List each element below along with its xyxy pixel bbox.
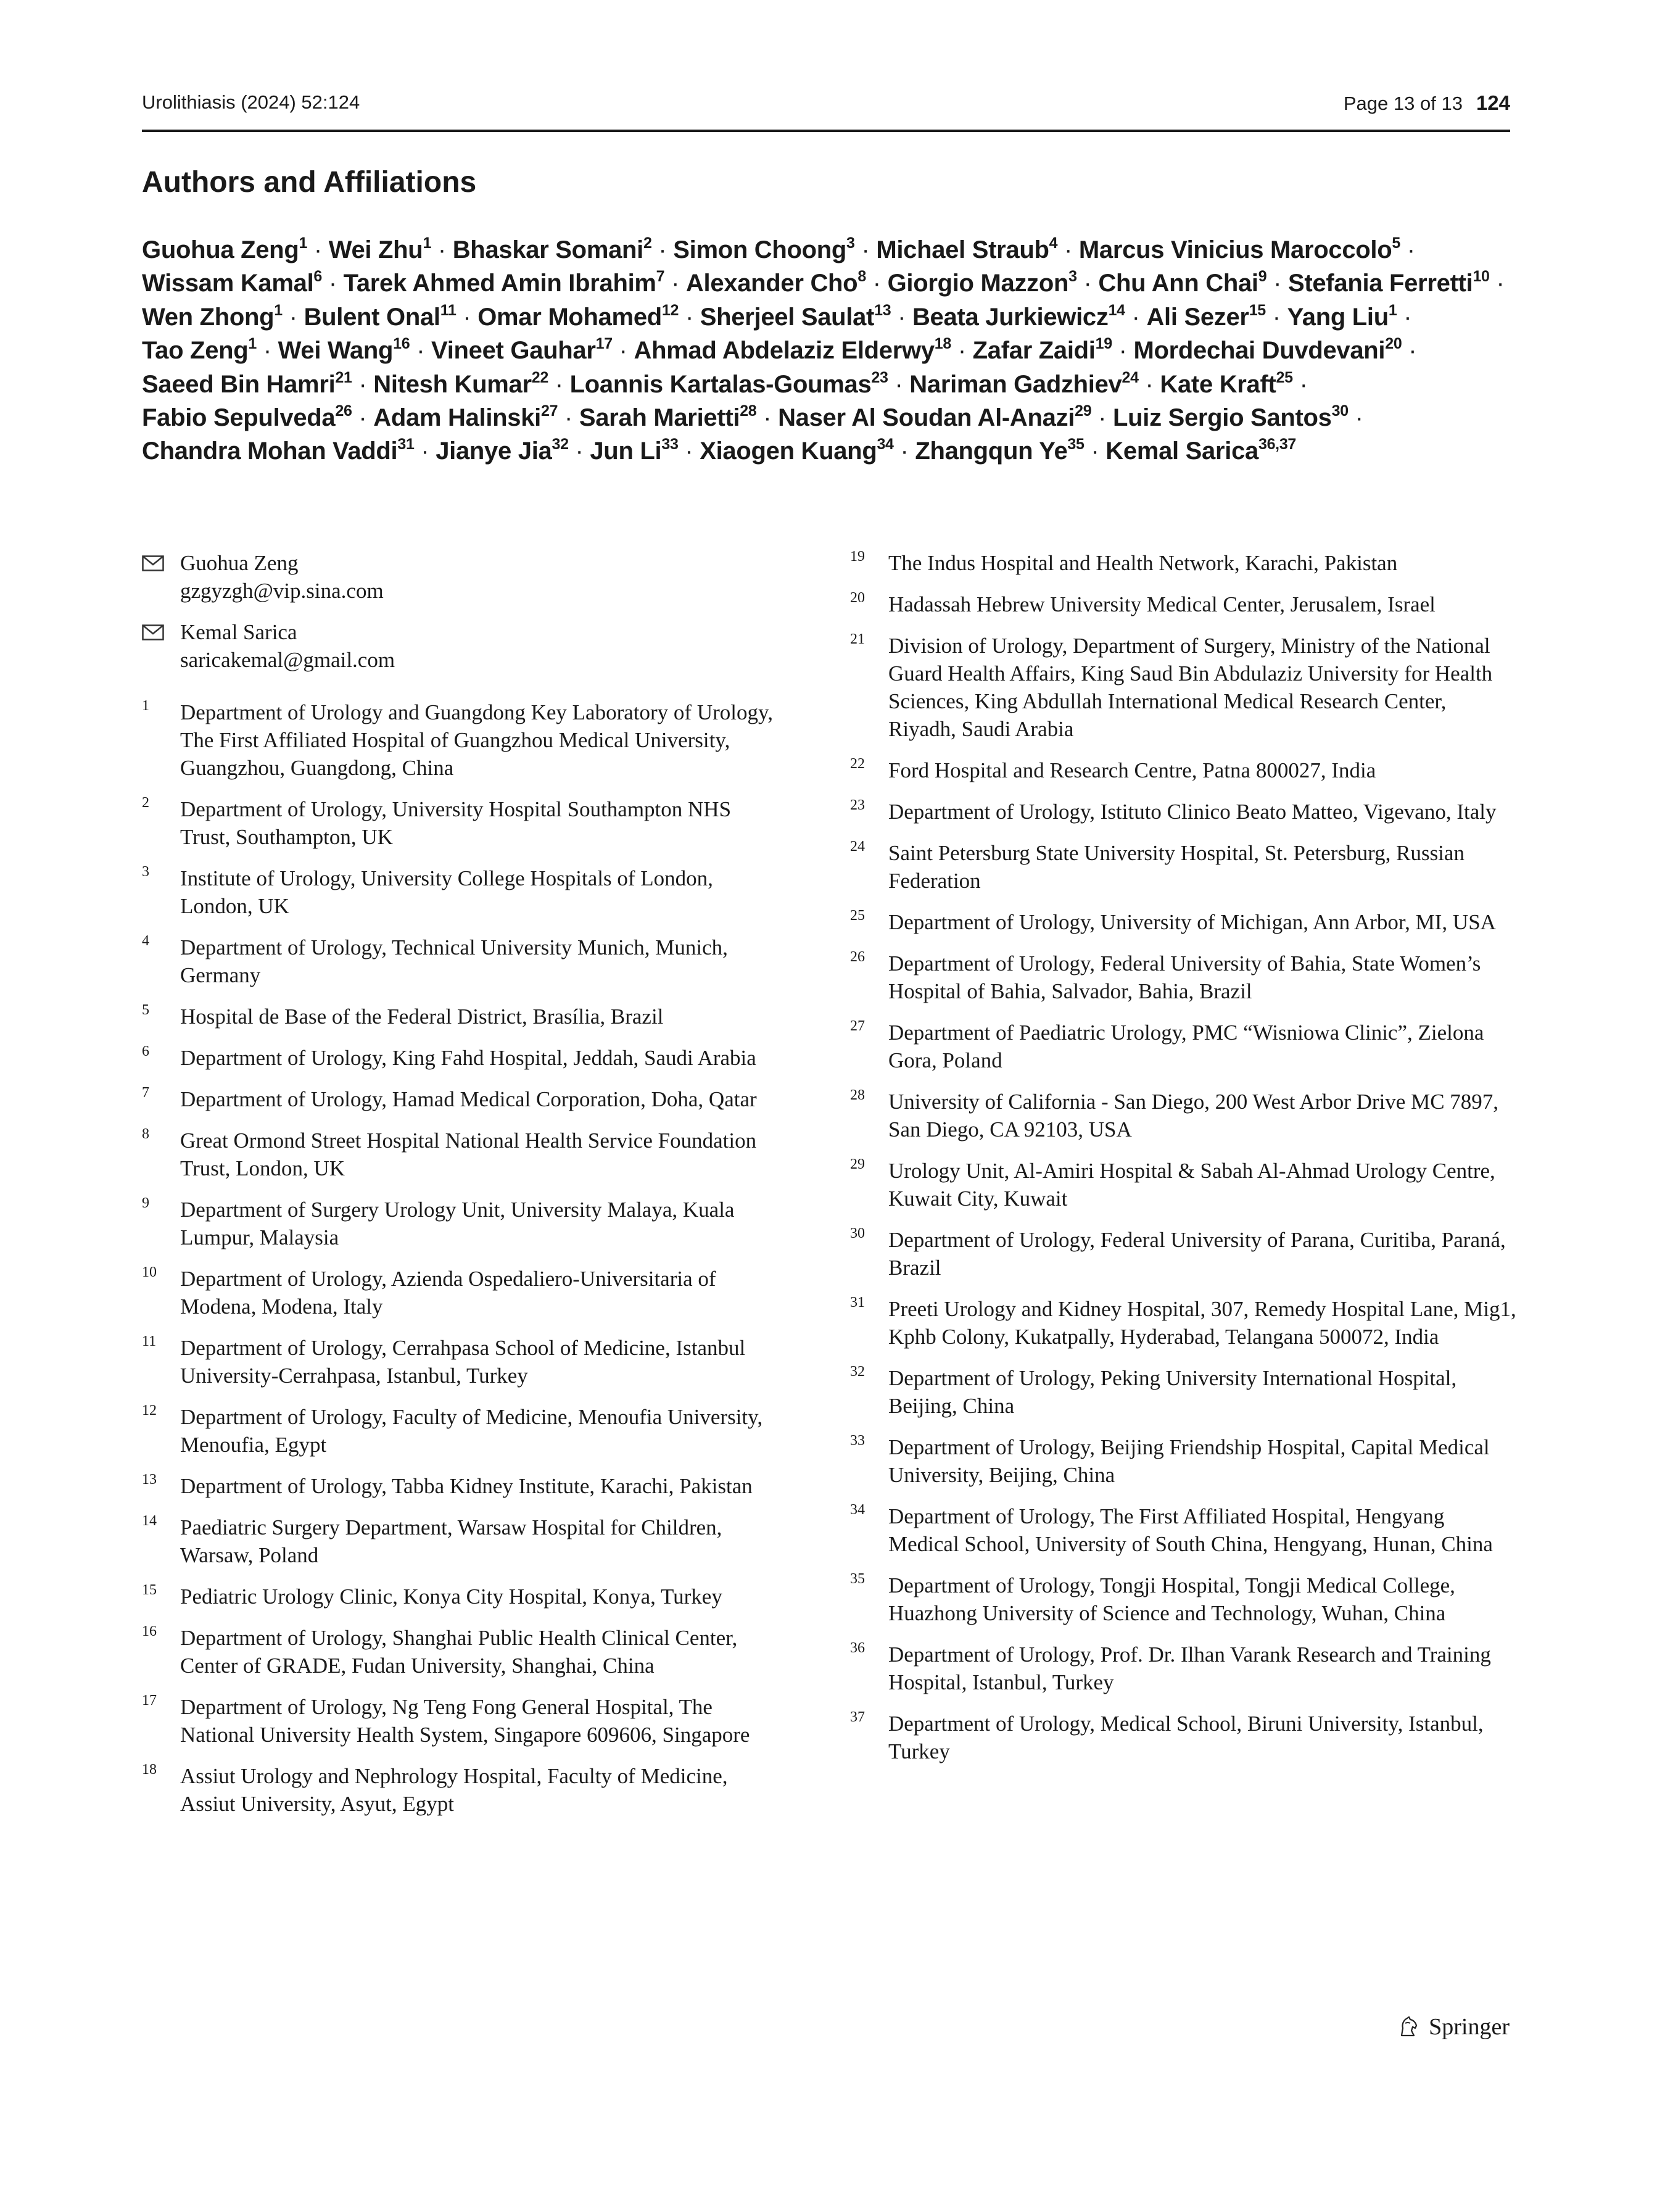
- affiliation-item: [850, 1226, 1516, 1282]
- author-name: Sherjeel Saulat$^{13}$: [700, 301, 891, 331]
- affiliation-number: 15: [142, 1582, 157, 1598]
- affiliation-text: Department of Urology, University Hospital Southampton NHS Trust, Southampton, UK: [180, 797, 732, 849]
- affiliation-text: Department of Urology, Federal University of Parana, Curitiba, Paraná, Brazil: [888, 1228, 1506, 1280]
- author-name: Ali Sezer$^{15}$: [1146, 301, 1266, 331]
- affiliation-text: Saint Petersburg State University Hospital, St. Petersburg, Russian Federation: [888, 841, 1465, 893]
- affiliation-item: [850, 1364, 1516, 1420]
- section-title: Authors and Affiliations: [142, 166, 477, 199]
- affiliation-item: [142, 864, 783, 920]
- affiliation-number: 19: [850, 549, 865, 565]
- author-affiliation-ref: 34: [877, 436, 894, 454]
- contact-name: Kemal Sarica: [180, 620, 297, 644]
- affiliation-number: 30: [850, 1225, 865, 1241]
- affiliation-text: Department of Urology, Medical School, Biruni University, Istanbul, Turkey: [888, 1712, 1484, 1763]
- page-info: [1344, 91, 1510, 115]
- affiliation-text: Department of Urology, Tabba Kidney Institute, Karachi, Pakistan: [180, 1474, 753, 1498]
- affiliation-item: [142, 1085, 783, 1113]
- affiliations-left-column: [142, 549, 783, 1831]
- affiliation-text: Department of Urology, Ng Teng Fong General Hospital, The National University Health System, Singapore 609606, Singapore: [180, 1695, 750, 1747]
- author-affiliation-ref: 23: [871, 368, 888, 386]
- affiliation-number: 17: [142, 1692, 157, 1709]
- author-affiliation-ref: 14: [1108, 301, 1125, 319]
- envelope-icon: [142, 555, 164, 571]
- affiliation-text: Department of Urology, Shanghai Public Health Clinical Center, Center of GRADE, Fudan University, Shanghai, China: [180, 1626, 738, 1678]
- affiliation-text: Department of Urology, Technical University Munich, Munich, Germany: [180, 935, 728, 987]
- contact-name: Guohua Zeng: [180, 551, 299, 575]
- author-affiliation-ref: 1: [248, 335, 257, 353]
- author-affiliation-ref: 1: [274, 301, 283, 319]
- author-name: Kemal Sarica$^{36,37}$: [1105, 436, 1297, 465]
- author-affiliation-ref: 30: [1331, 402, 1349, 420]
- author-affiliation-ref: 4: [1049, 234, 1058, 252]
- affiliation-text: Department of Urology, King Fahd Hospital, Jeddah, Saudi Arabia: [180, 1046, 756, 1070]
- author-affiliation-ref: 3: [846, 234, 855, 252]
- running-header: [142, 91, 1510, 132]
- affiliation-text: Department of Urology, Prof. Dr. Ilhan Varank Research and Training Hospital, Istanbul, Turkey: [888, 1642, 1491, 1694]
- affiliation-text: Pediatric Urology Clinic, Konya City Hospital, Konya, Turkey: [180, 1584, 722, 1609]
- publisher-logo: [1397, 2013, 1510, 2040]
- affiliation-item: [142, 1514, 783, 1569]
- affiliation-number: 7: [142, 1085, 149, 1101]
- affiliation-item: [850, 1019, 1516, 1074]
- author-affiliation-ref: 5: [1392, 234, 1400, 252]
- affiliation-number: 37: [850, 1709, 865, 1725]
- author-name: Beata Jurkiewicz$^{14}$: [912, 301, 1125, 331]
- author-affiliation-ref: 25: [1276, 368, 1293, 386]
- affiliation-text: Hospital de Base of the Federal District, Brasília, Brazil: [180, 1005, 664, 1029]
- affiliation-text: Assiut Urology and Nephrology Hospital, Faculty of Medicine, Assiut University, Asyut, Egypt: [180, 1764, 728, 1816]
- affiliation-number: 1: [142, 698, 149, 714]
- envelope-icon: [142, 624, 164, 640]
- affiliation-number: 23: [850, 797, 865, 813]
- affiliation-item: [850, 590, 1516, 618]
- author-affiliation-ref: 9: [1258, 268, 1267, 286]
- affiliation-item: [850, 1502, 1516, 1558]
- affiliation-text: University of California - San Diego, 200 West Arbor Drive MC 7897, San Diego, CA 92103, USA: [888, 1090, 1499, 1141]
- corresponding-author-contact: [142, 549, 783, 605]
- author-name: Chandra Mohan Vaddi$^{31}$: [142, 436, 415, 465]
- affiliation-item: [850, 839, 1516, 895]
- affiliation-item: [850, 1088, 1516, 1143]
- affiliation-text: Department of Urology, University of Michigan, Ann Arbor, MI, USA: [888, 910, 1496, 934]
- contact-email[interactable]: gzgyzgh@vip.sina.com: [180, 579, 384, 603]
- affiliation-list-left: [142, 698, 783, 1818]
- affiliation-text: Department of Urology and Guangdong Key Laboratory of Urology, The First Affiliated Hospital of Guangzhou Medical University, Guangzhou, Guangdong, China: [180, 700, 773, 780]
- affiliation-number: 36: [850, 1640, 865, 1656]
- author-affiliation-ref: 18: [934, 335, 951, 353]
- author-affiliation-ref: 8: [857, 268, 866, 286]
- affiliation-number: 27: [850, 1018, 865, 1034]
- affiliation-number: 4: [142, 933, 149, 949]
- affiliation-number: 35: [850, 1571, 865, 1587]
- affiliation-item: [142, 1583, 783, 1610]
- affiliation-text: Urology Unit, Al-Amiri Hospital & Sabah Al-Ahmad Urology Centre, Kuwait City, Kuwait: [888, 1159, 1495, 1211]
- author-name: Wei Zhu$^1$: [328, 234, 432, 263]
- author-name: Mordechai Duvdevani$^{20}$: [1133, 335, 1402, 365]
- author-list: Guohua Zeng$^1$ · Wei Zhu$^1$ · Bhaskar Somani$^2$ · Simon Choong$^3$ · Michael Straub$^4$ · Marcus Vinicius Maroccolo$^5$ · Wissam Kamal$^6$ · Tarek Ahmed Amin Ibrahim$^7$ · Alexander Cho$^8$ · Giorgio Mazzon$^3$ · Chu Ann Chai$^9$ · Stefania Ferretti$^{10}$ · Wen Zhong$^1$ · Bulent Onal$^{11}$ · Omar Mohamed$^{12}$ · Sherjeel Saulat$^{13}$ · Beata Jurkiewicz$^{14}$ · Ali Sezer$^{15}$ · Yang Liu$^1$ · Tao Zeng$^1$ · Wei Wang$^{16}$ · Vineet Gauhar$^{17}$ · Ahmad Abdelaziz Elderwy$^{18}$ · Zafar Zaidi$^{19}$ · Mordechai Duvdevani$^{20}$ · Saeed Bin Hamri$^{21}$ · Nitesh Kumar$^{22}$ · Loannis Kartalas-Goumas$^{23}$ · Nariman Gadzhiev$^{24}$ · Kate Kraft$^{25}$ · Fabio Sepulveda$^{26}$ · Adam Halinski$^{27}$ · Sarah Marietti$^{28}$ · Naser Al Soudan Al-Anazi$^{29}$ · Luiz Sergio Santos$^{30}$ · Chandra Mohan Vaddi$^{31}$ · Jianye Jia$^{32}$ · Jun $Li^{33}$ · Xiaogen Kuang$^{34}$ · Zhangqun $Ye^{35}$ · Kemal Sarica$^{36,37}$: [142, 234, 1505, 465]
- affiliation-text: Division of Urology, Department of Surgery, Ministry of the National Guard Health Affairs, King Saud Bin Abdulaziz University for Health Sciences, King Abdullah International Medical Research Center, Riyadh, Saudi Arabia: [888, 634, 1493, 741]
- affiliation-item: [850, 908, 1516, 936]
- affiliation-item: [850, 1433, 1516, 1489]
- affiliation-item: [142, 1127, 783, 1182]
- affiliation-item: [142, 1334, 783, 1390]
- author-affiliation-ref: 13: [874, 301, 891, 319]
- affiliation-number: 14: [142, 1513, 157, 1529]
- affiliation-text: Great Ormond Street Hospital National Health Service Foundation Trust, London, UK: [180, 1129, 757, 1180]
- author-name: Jun Li$^{33}$: [590, 436, 679, 465]
- author-name: Vineet Gauhar$^{17}$: [431, 335, 613, 365]
- affiliation-number: 13: [142, 1472, 157, 1488]
- affiliation-item: [850, 549, 1516, 577]
- affiliation-number: 16: [142, 1623, 157, 1639]
- author-name: Jianye Jia$^{32}$: [436, 436, 569, 465]
- author-affiliation-ref: 28: [740, 402, 757, 420]
- affiliation-text: Department of Urology, Peking University International Hospital, Beijing, China: [888, 1366, 1457, 1418]
- affiliation-number: 25: [850, 908, 865, 924]
- affiliation-item: [850, 756, 1516, 784]
- author-name: Saeed Bin Hamri$^{21}$: [142, 368, 352, 398]
- author-affiliation-ref: 31: [397, 436, 415, 454]
- affiliation-text: Department of Paediatric Urology, PMC “Wisniowa Clinic”, Zielona Gora, Poland: [888, 1021, 1484, 1072]
- affiliation-text: The Indus Hospital and Health Network, Karachi, Pakistan: [888, 551, 1398, 575]
- affiliation-number: 18: [142, 1762, 157, 1778]
- author-name: Zhangqun Ye$^{35}$: [915, 436, 1085, 465]
- affiliations-right-column: [850, 549, 1516, 1779]
- affiliation-item: [850, 1710, 1516, 1765]
- author-name: Wen Zhong$^1$: [142, 301, 283, 331]
- affiliation-item: [142, 698, 783, 782]
- affiliation-item: [850, 1157, 1516, 1212]
- affiliation-number: 11: [142, 1333, 157, 1349]
- affiliation-number: 22: [850, 756, 865, 772]
- affiliation-number: 20: [850, 590, 865, 606]
- author-name: Zafar Zaidi$^{19}$: [972, 335, 1112, 365]
- affiliation-number: 24: [850, 839, 865, 855]
- author-affiliation-ref: 32: [552, 436, 569, 454]
- author-affiliation-ref: 22: [531, 368, 548, 386]
- affiliation-item: [850, 1295, 1516, 1351]
- article-page-number: 124: [1476, 91, 1510, 114]
- author-affiliation-ref: 35: [1067, 436, 1085, 454]
- affiliation-item: [142, 1472, 783, 1500]
- affiliation-item: [850, 798, 1516, 826]
- affiliation-text: Department of Urology, Hamad Medical Corporation, Doha, Qatar: [180, 1087, 757, 1111]
- author-affiliation-ref: 19: [1095, 335, 1112, 353]
- author-name: Stefania Ferretti$^{10}$: [1288, 268, 1490, 297]
- affiliation-number: 12: [142, 1402, 157, 1419]
- author-affiliation-ref: 21: [335, 368, 352, 386]
- affiliation-item: [142, 1624, 783, 1680]
- affiliation-number: 32: [850, 1364, 865, 1380]
- affiliation-number: 3: [142, 864, 149, 880]
- author-name: Marcus Vinicius Maroccolo$^5$: [1078, 234, 1400, 263]
- author-name: Guohua Zeng$^1$: [142, 234, 308, 263]
- author-affiliation-ref: 29: [1075, 402, 1092, 420]
- affiliation-number: 34: [850, 1502, 865, 1518]
- author-name: Adam Halinski$^{27}$: [373, 402, 558, 432]
- author-name: Chu Ann Chai$^9$: [1098, 268, 1267, 297]
- author-name: Loannis Kartalas-Goumas$^{23}$: [569, 368, 888, 398]
- affiliation-number: 28: [850, 1087, 865, 1103]
- affiliation-text: Preeti Urology and Kidney Hospital, 307, Remedy Hospital Lane, Mig1, Kphb Colony, Kukatpally, Hyderabad, Telangana 500072, India: [888, 1297, 1516, 1349]
- affiliation-item: [850, 1572, 1516, 1627]
- affiliation-number: 26: [850, 949, 865, 965]
- author-name: Omar Mohamed$^{12}$: [477, 301, 679, 331]
- author-name: Michael Straub$^4$: [876, 234, 1058, 263]
- affiliation-item: [142, 1044, 783, 1072]
- affiliation-text: Department of Urology, Faculty of Medicine, Menoufia University, Menoufia, Egypt: [180, 1405, 763, 1457]
- author-name: Naser Al Soudan Al-Anazi$^{29}$: [778, 402, 1092, 432]
- author-name: Wissam Kamal$^6$: [142, 268, 323, 297]
- affiliation-text: Institute of Urology, University College Hospitals of London, London, UK: [180, 866, 713, 918]
- affiliation-number: 5: [142, 1002, 149, 1018]
- affiliation-text: Department of Urology, Azienda Ospedaliero-Universitaria of Modena, Modena, Italy: [180, 1267, 716, 1319]
- affiliation-text: Department of Urology, Cerrahpasa School of Medicine, Istanbul University-Cerrahpasa, Istanbul, Turkey: [180, 1336, 746, 1388]
- author-affiliation-ref: 1: [423, 234, 432, 252]
- affiliation-item: [142, 1403, 783, 1459]
- author-affiliation-ref: 10: [1473, 268, 1490, 286]
- author-name: Nitesh Kumar$^{22}$: [373, 368, 548, 398]
- publisher-name: Springer: [1429, 2014, 1510, 2040]
- affiliation-number: 33: [850, 1433, 865, 1449]
- affiliation-text: Department of Urology, Beijing Friendship Hospital, Capital Medical University, Beijing, China: [888, 1435, 1490, 1487]
- author-name: Sarah Marietti$^{28}$: [579, 402, 757, 432]
- affiliation-item: [142, 934, 783, 989]
- affiliation-text: Department of Urology, The First Affiliated Hospital, Hengyang Medical School, University of South China, Hengyang, Hunan, China: [888, 1504, 1493, 1556]
- author-name: Simon Choong$^3$: [673, 234, 855, 263]
- author-name: Bulent Onal$^{11}$: [304, 301, 457, 331]
- affiliation-item: [142, 1265, 783, 1320]
- affiliation-text: Department of Surgery Urology Unit, University Malaya, Kuala Lumpur, Malaysia: [180, 1198, 735, 1249]
- author-affiliation-ref: 6: [313, 268, 323, 286]
- author-affiliation-ref: 1: [1388, 301, 1397, 319]
- affiliation-item: [142, 1693, 783, 1749]
- affiliation-list-right: [850, 549, 1516, 1765]
- author-name: Fabio Sepulveda$^{26}$: [142, 402, 352, 432]
- contact-email[interactable]: saricakemal@gmail.com: [180, 648, 395, 672]
- author-name: Kate Kraft$^{25}$: [1160, 368, 1293, 398]
- author-affiliation-ref: 20: [1385, 335, 1402, 353]
- author-name: Xiaogen Kuang$^{34}$: [700, 436, 894, 465]
- affiliation-item: [142, 795, 783, 851]
- author-name: Ahmad Abdelaziz Elderwy$^{18}$: [634, 335, 951, 365]
- affiliation-number: 21: [850, 631, 865, 647]
- author-affiliation-ref: 36,37: [1258, 436, 1297, 454]
- author-affiliation-ref: 27: [540, 402, 558, 420]
- author-affiliation-ref: 17: [595, 335, 613, 353]
- affiliation-text: Department of Urology, Tongji Hospital, Tongji Medical College, Huazhong University of Science and Technology, Wuhan, China: [888, 1573, 1455, 1625]
- affiliation-number: 10: [142, 1264, 157, 1280]
- affiliation-number: 9: [142, 1195, 149, 1211]
- author-affiliation-ref: 2: [643, 234, 652, 252]
- affiliation-text: Department of Urology, Federal University of Bahia, State Women’s Hospital of Bahia, Salvador, Bahia, Brazil: [888, 951, 1481, 1003]
- author-affiliation-ref: 3: [1068, 268, 1077, 286]
- affiliation-number: 8: [142, 1126, 149, 1142]
- affiliation-text: Department of Urology, Istituto Clinico Beato Matteo, Vigevano, Italy: [888, 800, 1497, 824]
- journal-reference: Urolithiasis (2024) 52:124: [142, 91, 360, 113]
- author-affiliation-ref: 15: [1249, 301, 1266, 319]
- author-name: Wei Wang$^{16}$: [278, 335, 410, 365]
- affiliation-text: Hadassah Hebrew University Medical Center, Jerusalem, Israel: [888, 592, 1436, 616]
- author-name: Tao Zeng$^1$: [142, 335, 257, 365]
- author-name: Tarek Ahmed Amin Ibrahim$^7$: [343, 268, 665, 297]
- affiliation-text: Paediatric Surgery Department, Warsaw Hospital for Children, Warsaw, Poland: [180, 1515, 722, 1567]
- author-name: Bhaskar Somani$^2$: [452, 234, 652, 263]
- affiliation-item: [142, 1196, 783, 1251]
- affiliation-item: [850, 950, 1516, 1005]
- author-name: Giorgio Mazzon$^3$: [887, 268, 1077, 297]
- affiliation-item: [142, 1762, 783, 1818]
- affiliation-item: [142, 1003, 783, 1030]
- springer-horse-icon: [1397, 2015, 1421, 2039]
- author-affiliation-ref: 26: [335, 402, 352, 420]
- affiliation-number: 2: [142, 795, 149, 811]
- corresponding-author-contact: [142, 618, 783, 674]
- author-affiliation-ref: 7: [656, 268, 665, 286]
- affiliation-text: Ford Hospital and Research Centre, Patna 800027, India: [888, 758, 1376, 782]
- author-name: Alexander Cho$^8$: [685, 268, 866, 297]
- author-affiliation-ref: 24: [1122, 368, 1139, 386]
- affiliation-number: 6: [142, 1043, 149, 1059]
- author-affiliation-ref: 1: [299, 234, 308, 252]
- author-name: Yang Liu$^1$: [1287, 301, 1397, 331]
- affiliation-number: 31: [850, 1294, 865, 1311]
- author-affiliation-ref: 11: [440, 301, 457, 319]
- page-label: Page 13 of 13: [1343, 93, 1463, 114]
- author-affiliation-ref: 16: [393, 335, 410, 353]
- affiliation-item: [850, 632, 1516, 743]
- affiliation-item: [850, 1641, 1516, 1696]
- affiliation-number: 29: [850, 1156, 865, 1172]
- author-affiliation-ref: 12: [661, 301, 679, 319]
- author-name: Nariman Gadzhiev$^{24}$: [909, 368, 1139, 398]
- author-affiliation-ref: 33: [661, 436, 679, 454]
- author-name: Luiz Sergio Santos$^{30}$: [1112, 402, 1349, 432]
